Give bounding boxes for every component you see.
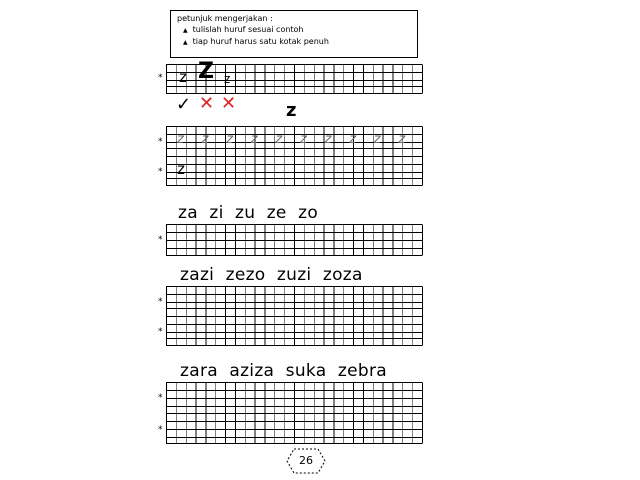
- instruction-item-1: ▲ tulislah huruf sesuai contoh: [183, 25, 304, 34]
- page-number: 26: [299, 454, 313, 467]
- page-number-badge: [286, 447, 326, 475]
- syllables-grid: [166, 224, 426, 256]
- check-mark-icon: ✓: [176, 94, 192, 115]
- dotted-tracing-letter: z: [300, 132, 307, 147]
- dotted-tracing-letter: z: [201, 132, 209, 147]
- words-grid-3: [166, 382, 426, 444]
- instruction-item-2: ▲ tiap huruf harus satu kotak penuh: [183, 37, 329, 46]
- cross-mark-icon: ✕: [221, 93, 237, 114]
- row-marker: *: [158, 73, 163, 83]
- dotted-tracing-letter: z: [324, 132, 332, 147]
- dotted-tracing-letter: z: [226, 132, 234, 147]
- words-grid-2: [166, 286, 426, 346]
- heading-letter: z: [286, 100, 297, 121]
- row-marker: *: [158, 297, 163, 307]
- words-line-2: zazi zezo zuzi zoza: [180, 265, 363, 285]
- row-marker: *: [158, 137, 163, 147]
- words-line-3: zara aziza suka zebra: [180, 361, 387, 381]
- row-marker: *: [158, 327, 163, 337]
- row-marker: *: [158, 235, 163, 245]
- practice-letter: z: [177, 160, 185, 178]
- triangle-bullet-icon: ▲: [183, 39, 188, 46]
- row-marker: *: [158, 425, 163, 435]
- instructions-box: [170, 10, 418, 58]
- dotted-tracing-letter: z: [398, 132, 406, 147]
- triangle-bullet-icon: ▲: [183, 27, 188, 34]
- dotted-tracing-letter: z: [250, 132, 258, 147]
- dotted-tracing-letter: z: [177, 132, 184, 147]
- dotted-tracing-letter: z: [373, 132, 381, 147]
- row-marker: *: [158, 167, 163, 177]
- dotted-tracing-letter: z: [349, 132, 357, 147]
- example-big-z: Z: [198, 59, 214, 84]
- dotted-tracing-letter: z: [275, 132, 283, 147]
- syllables-line: za zi zu ze zo: [178, 203, 319, 223]
- row-marker: *: [158, 393, 163, 403]
- cross-mark-icon: ✕: [199, 93, 215, 114]
- example-tiny-z: z: [224, 72, 231, 86]
- instructions-title: petunjuk mengerjakan :: [177, 14, 273, 23]
- example-small-z: z: [179, 68, 187, 86]
